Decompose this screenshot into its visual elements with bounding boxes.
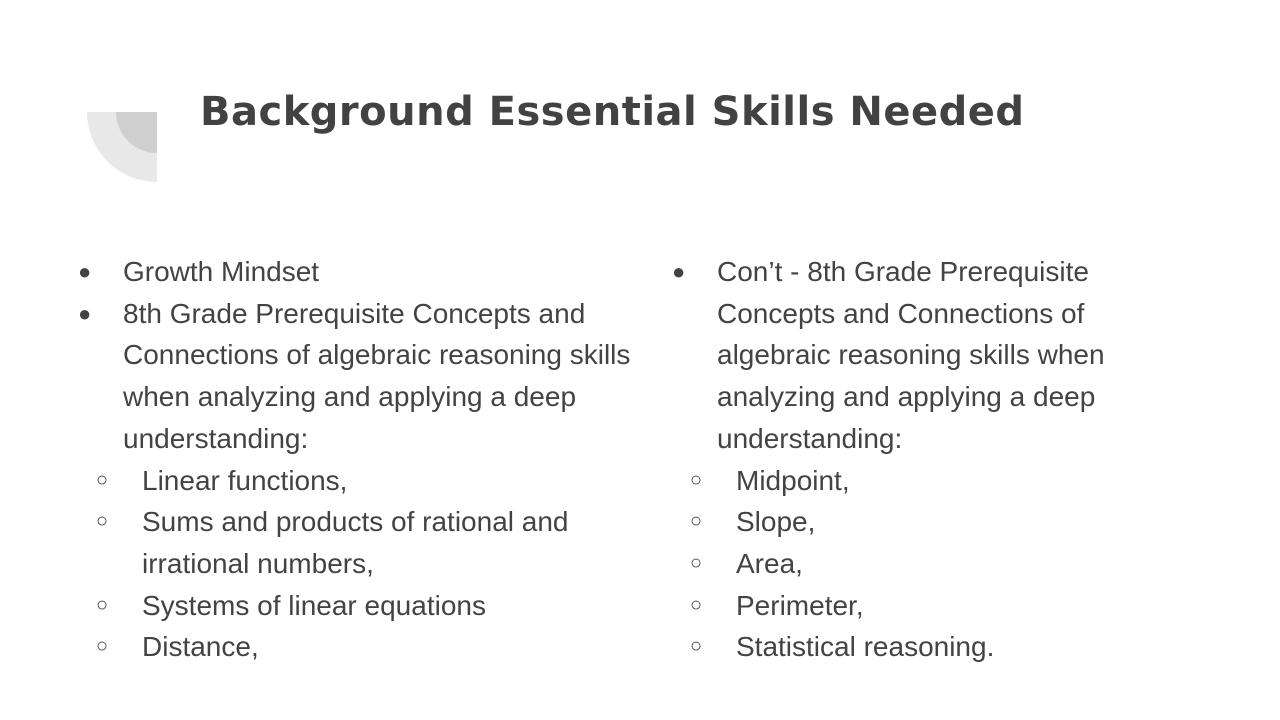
sub-list-item-text: Midpoint, [736, 464, 850, 496]
sub-list-item [672, 626, 1192, 668]
list-item [78, 251, 638, 293]
hollow-bullet-icon: ○ [690, 551, 703, 574]
sub-list-item-text: Perimeter, [736, 589, 864, 621]
right-column [672, 251, 1192, 668]
list-item-text: 8th Grade Prerequisite Concepts and Connections of algebraic reasoning skills when analyzing and applying a deep understanding: [123, 297, 631, 454]
sub-list-item [672, 543, 1192, 585]
hollow-bullet-icon: ○ [96, 635, 109, 658]
bullet-icon: ● [78, 300, 92, 326]
slide-title: Background Essential Skills Needed [200, 89, 1025, 135]
hollow-bullet-icon: ○ [96, 593, 109, 616]
left-bullet-list [78, 251, 638, 460]
sub-list-item [672, 585, 1192, 627]
bullet-icon: ● [672, 259, 686, 284]
hollow-bullet-icon: ○ [690, 635, 703, 658]
list-item [672, 251, 1192, 460]
list-item-text: Con’t - 8th Grade Prerequisite Concepts and Connections of algebraic reasoning skills when analyzing and applying a deep understanding: [717, 256, 1105, 454]
sub-list-item [672, 501, 1192, 543]
left-sub-bullet-list [78, 460, 638, 669]
sub-list-item [672, 460, 1192, 502]
hollow-bullet-icon: ○ [96, 468, 109, 491]
list-item [78, 293, 638, 460]
hollow-bullet-icon: ○ [690, 593, 703, 616]
sub-list-item [78, 585, 638, 627]
hollow-bullet-icon: ○ [690, 510, 703, 533]
quarter-circle-decoration-icon [87, 112, 157, 182]
sub-list-item-text: Systems of linear equations [142, 589, 486, 621]
sub-list-item-text: Linear functions, [142, 464, 348, 496]
sub-list-item-text: Slope, [736, 506, 816, 538]
sub-list-item-text: Distance, [142, 631, 259, 663]
sub-list-item [78, 501, 638, 584]
hollow-bullet-icon: ○ [690, 468, 703, 491]
sub-list-item-text: Area, [736, 547, 803, 579]
hollow-bullet-icon: ○ [96, 510, 109, 533]
sub-list-item-text: Statistical reasoning. [736, 631, 995, 663]
left-column [78, 251, 638, 668]
right-sub-bullet-list [672, 460, 1192, 669]
sub-list-item-text: Sums and products of rational and irrational numbers, [142, 506, 569, 579]
sub-list-item [78, 460, 638, 502]
bullet-icon: ● [78, 259, 92, 284]
sub-list-item [78, 626, 638, 668]
right-bullet-list [672, 251, 1192, 460]
list-item-text: Growth Mindset [123, 256, 320, 287]
